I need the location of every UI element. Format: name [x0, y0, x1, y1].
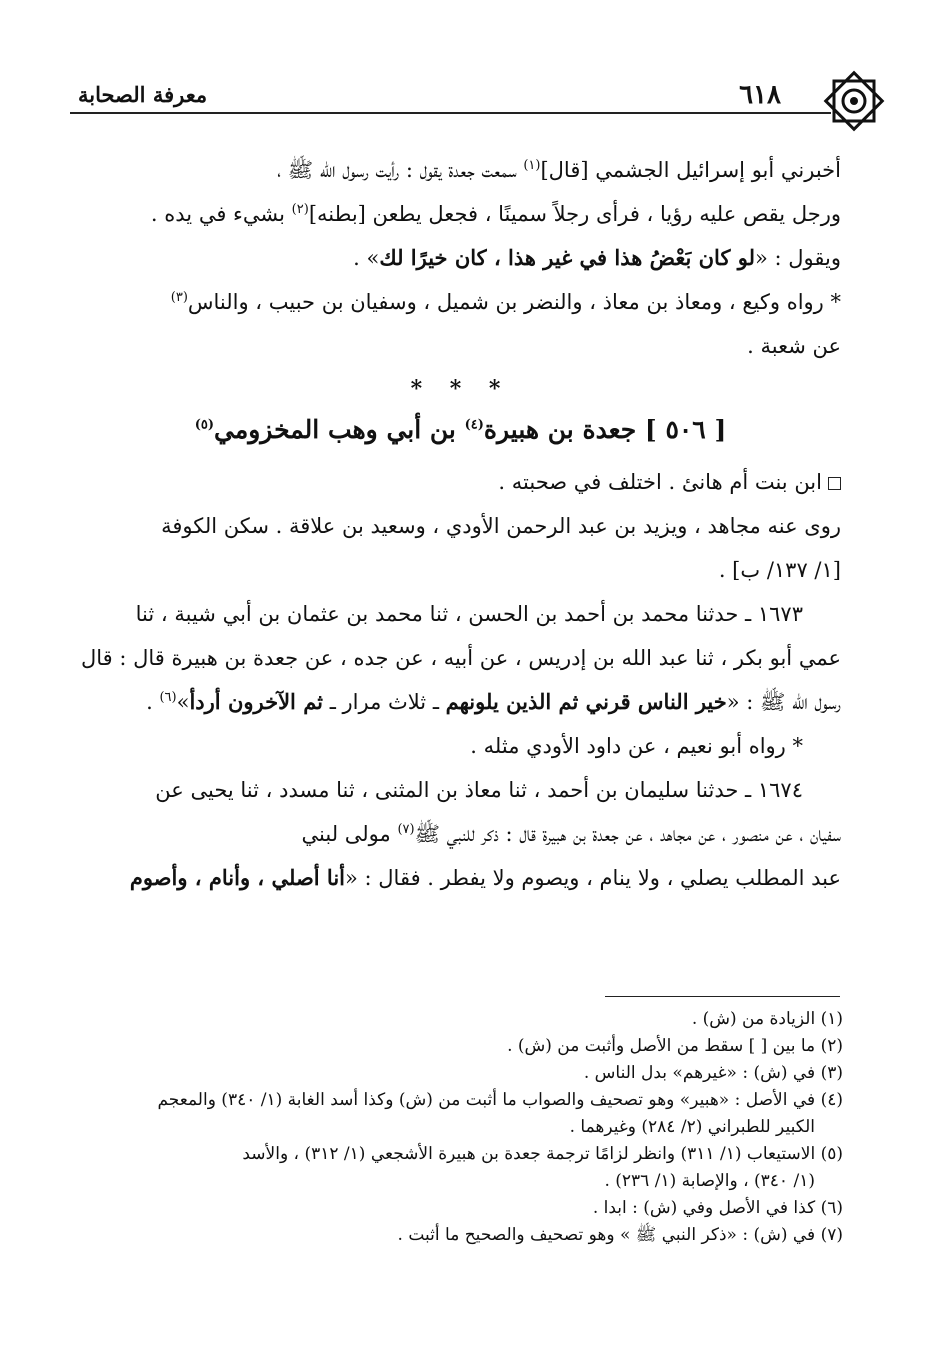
text-run: [١/ ١٣٧/ ب] .: [718, 558, 841, 582]
footnote-ref: (٧): [397, 822, 415, 837]
text-line: [80, 280, 841, 324]
footnote-text: الاستيعاب (١/ ٣١١) وانظر لزامًا ترجمة جعدة بن هبيرة الأشجعي (١/ ٣١٢) ، والأسد: [242, 1144, 816, 1164]
footnote-text: الزيادة من (ش) .: [691, 1009, 816, 1029]
text-run: مولى لبني: [301, 822, 398, 846]
text-run: بشيء في يده .: [150, 202, 292, 226]
text-line: [80, 724, 841, 768]
footnote-ref: (٥): [194, 417, 214, 433]
footnote: [80, 1033, 843, 1060]
footnote-text: كذا في الأصل وفي (ش) : ابدا .: [592, 1198, 816, 1218]
text-run: سمعت جعدة يقول : رأيت رسول الله ﷺ ،: [277, 158, 524, 182]
footnote-ref: (٢): [291, 202, 309, 217]
hadith-text: أنا أصلي ، وأنام ، وأصوم: [129, 865, 346, 890]
footnote: [80, 1006, 843, 1033]
footnote: [80, 1087, 843, 1141]
footnote-ref: (١): [523, 158, 541, 173]
text-run: رسول الله ﷺ : «: [726, 690, 841, 714]
footnote-number: (٥): [820, 1144, 843, 1164]
footnote-number: (١): [820, 1009, 843, 1029]
text-line: [80, 548, 841, 592]
text-run: سفيان ، عن منصور ، عن مجاهد ، عن جعدة بن هبيرة قال : ذكر للنبي ﷺ: [414, 822, 841, 846]
footnote: [80, 1060, 843, 1087]
ornament-icon: [819, 66, 889, 136]
text-run: ١٦٧٣ ـ حدثنا محمد بن أحمد بن الحسن ، ثنا محمد بن عثمان بن أبي شيبة ، ثنا: [135, 602, 803, 626]
footnote-rule: [605, 996, 840, 997]
text-run: ويقول : «: [755, 246, 841, 270]
text-run: * رواه وكيع ، ومعاذ بن معاذ ، والنضر بن شميل ، وسفيان بن حبيب ، والناس: [187, 290, 841, 314]
footnote: [80, 1222, 843, 1249]
text-run: » .: [353, 246, 380, 270]
footnote-text: ما بين [ ] سقط من الأصل وأثبت من (ش) .: [507, 1036, 816, 1056]
text-run: ابن بنت أم هانئ . اختلف في صحبته .: [498, 470, 822, 494]
footnote-number: (٢): [820, 1036, 843, 1056]
text-run: عن شعبة .: [747, 334, 841, 358]
text-run: عمي أبو بكر ، ثنا عبد الله بن إدريس ، عن أبيه ، عن جده ، عن جعدة بن هبيرة قال : قال: [81, 646, 841, 670]
page-number: ٦١٨: [739, 80, 781, 110]
footnote-text: (١/ ٣٤٠) ، والإصابة (١/ ٢٣٦) .: [604, 1171, 815, 1191]
text-line: [80, 636, 841, 680]
text-run: أخبرني أبو إسرائيل الجشمي [قال]: [540, 158, 841, 182]
text-run: عبد المطلب يصلي ، ولا ينام ، ويصوم ولا يفطر . فقال : «: [345, 866, 841, 890]
text-run: »: [176, 690, 190, 714]
text-line: [80, 592, 841, 636]
text-run: ورجل يقص عليه رؤيا ، فرأى رجلاً سمينًا ، فجعل يطعن [بطنه]: [308, 202, 841, 226]
footnote-ref: (٦): [159, 690, 177, 705]
entry-heading: [80, 408, 841, 452]
text-line: [80, 192, 841, 236]
text-line: [80, 812, 841, 856]
text-run: ـ ثلاث مرار ـ: [323, 690, 446, 714]
text-line: [80, 768, 841, 812]
footnote-number: (٦): [820, 1198, 843, 1218]
footnote-ref: (٤): [464, 417, 484, 433]
footnote-text: الكبير للطبراني (٢/ ٢٨٤) وغيرهما .: [569, 1117, 815, 1137]
hadith-text: لو كان بَعْضُ هذا في غير هذا ، كان خيرًا لك: [379, 245, 755, 270]
text-run: * رواه أبو نعيم ، عن داود الأودي مثله .: [470, 734, 803, 758]
footnote: [80, 1195, 843, 1222]
footnote-ref: (٣): [170, 290, 188, 305]
main-text: [80, 148, 841, 900]
text-run: روى عنه مجاهد ، ويزيد بن عبد الرحمن الأودي ، وسعيد بن علاقة . سكن الكوفة: [161, 514, 841, 538]
text-run: .: [146, 690, 160, 714]
text-line: [80, 324, 841, 368]
hadith-text: خير الناس قرني ثم الذين يلونهم: [445, 689, 727, 714]
page-header: [70, 72, 841, 112]
section-divider: * * *: [410, 376, 511, 402]
text-line: [80, 460, 841, 504]
heading-text: [ ٥٠٦ ] جعدة بن هبيرة: [483, 415, 727, 444]
running-title: معرفة الصحابة: [78, 82, 208, 107]
footnote-text: في (ش) : «ذكر النبي ﷺ » وهو تصحيف والصحيح ما أثبت .: [397, 1225, 816, 1245]
hadith-text: ثم الآخرون أردأ: [189, 689, 324, 714]
header-rule: [70, 112, 831, 114]
footnote: [80, 1141, 843, 1195]
footnote-number: (٧): [820, 1225, 843, 1245]
text-line: [80, 680, 841, 724]
text-line: [80, 148, 841, 192]
text-line: [80, 856, 841, 900]
text-line: [80, 236, 841, 280]
footnote-number: (٤): [820, 1090, 843, 1110]
text-run: ١٦٧٤ ـ حدثنا سليمان بن أحمد ، ثنا معاذ بن المثنى ، ثنا مسدد ، ثنا يحيى عن: [155, 778, 803, 802]
footnote-text: في الأصل : «هبير» وهو تصحيف والصواب ما أثبت من (ش) وكذا أسد الغابة (١/ ٣٤٠) والمعجم: [157, 1090, 816, 1110]
footnote-text: في (ش) : «غيرهم» بدل الناس .: [583, 1063, 816, 1083]
heading-text: بن أبي وهب المخزومي: [214, 415, 465, 444]
text-line: [80, 504, 841, 548]
square-bullet-icon: [828, 477, 841, 490]
footnotes: [80, 1006, 843, 1249]
footnote-number: (٣): [820, 1063, 843, 1083]
